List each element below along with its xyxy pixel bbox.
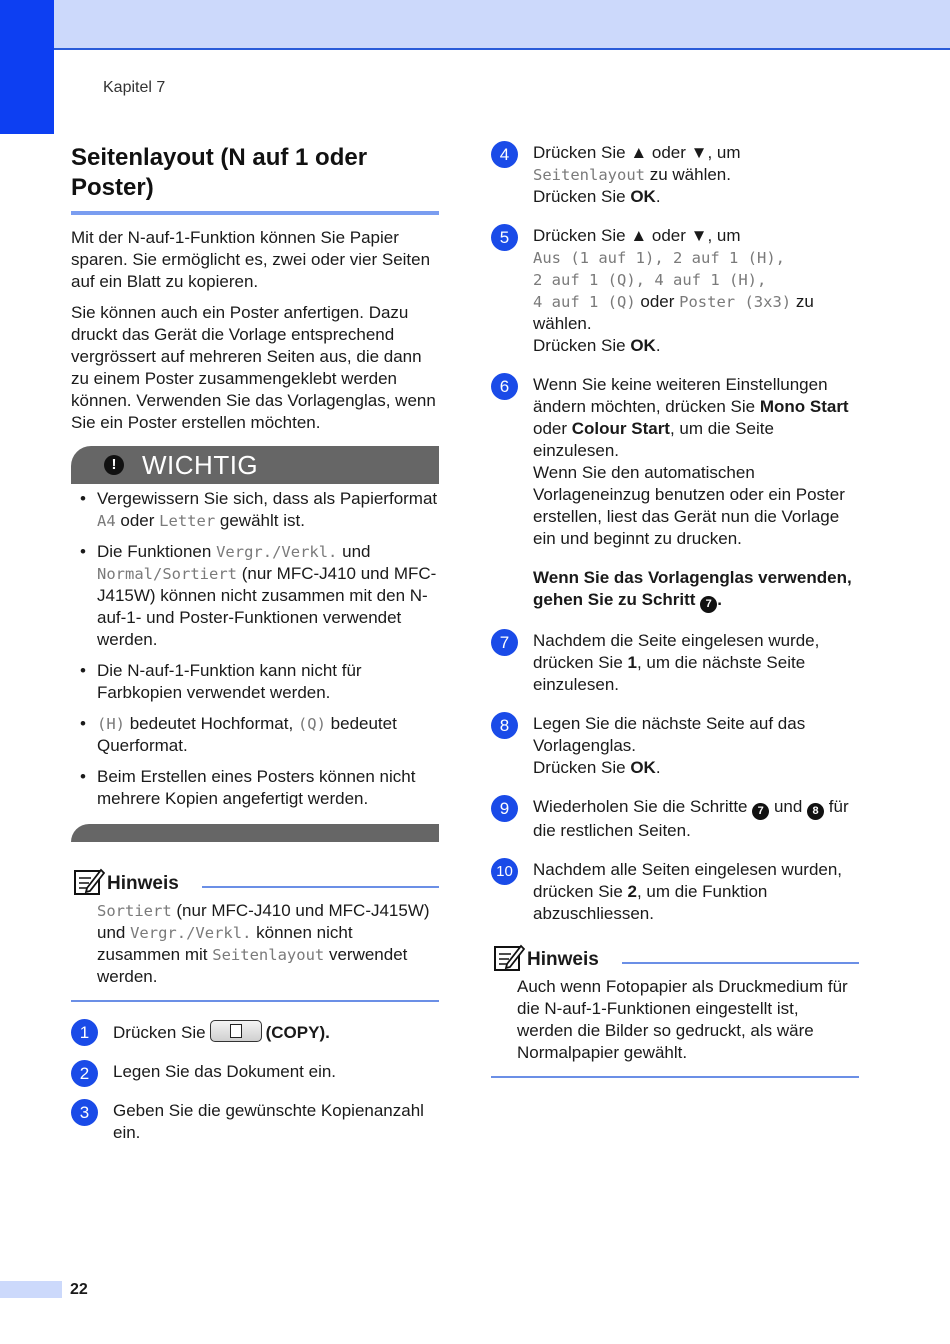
step-number: 5 bbox=[491, 224, 518, 251]
important-list bbox=[71, 488, 439, 810]
note-rule-bottom bbox=[491, 1076, 859, 1078]
list-item: • Beim Erstellen eines Posters können nicht mehrere Kopien angefertigt werden. bbox=[97, 766, 439, 810]
step-10: 10 Nachdem alle Seiten eingelesen wurden, drücken Sie 2, um die Funktion abzuschliessen. bbox=[491, 859, 859, 925]
step-2: 2 Legen Sie das Dokument ein. bbox=[71, 1061, 439, 1083]
step-number: 6 bbox=[491, 373, 518, 400]
note-heading bbox=[71, 866, 439, 898]
note-heading-2 bbox=[491, 942, 859, 974]
intro-paragraph-2: Sie können auch ein Poster anfertigen. Dazu druckt das Gerät die Vorlage entsprechend vergrössert auf mehreren Seiten aus, die dann zu einem Poster zusammengeklebt werden können. Verwenden Sie das Vorlagenglas, wenn Sie ein Poster erstellen möchten. bbox=[71, 303, 436, 432]
page-number-band bbox=[0, 1281, 62, 1298]
step-5: 5 Drücken Sie ▲ oder ▼, um Aus (1 auf 1), 2 auf 1 (H), 2 auf 1 (Q), 4 auf 1 (H), 4 auf 1 (Q) oder Poster (3x3) zu wählen. Drücken Sie OK. bbox=[491, 225, 859, 357]
note-text: Auch wenn Fotopapier als Druckmedium für die N-auf-1-Funktionen eingestellt ist, werden die Bilder so gedruckt, als wäre Normalpapier gewählt. bbox=[517, 977, 848, 1062]
title-rule bbox=[71, 211, 439, 215]
step-number: 9 bbox=[491, 795, 518, 822]
page-number: 22 bbox=[70, 1281, 88, 1298]
header-band bbox=[0, 0, 950, 50]
glass-instruction: Wenn Sie das Vorlagenglas verwenden, gehen Sie zu Schritt 7 . bbox=[491, 567, 859, 613]
step-number: 8 bbox=[491, 712, 518, 739]
note-pencil-icon bbox=[493, 942, 525, 972]
step-6: 6 Wenn Sie keine weiteren Einstellungen ändern möchten, drücken Sie Mono Start oder Colour Start, um die Seite einzulesen. Wenn Sie den automatischen Vorlageneinzug benutzen oder ein Poster erstellen, liest das Gerät nun die Vorlage ein und beginnt zu drucken. bbox=[491, 374, 859, 550]
step-3: 3 Geben Sie die gewünschte Kopienanzahl ein. bbox=[71, 1100, 439, 1144]
note-label: Hinweis bbox=[527, 949, 599, 970]
copy-key-icon bbox=[210, 1020, 262, 1042]
step-ref-7: 7 bbox=[752, 803, 769, 820]
note-rule bbox=[622, 962, 859, 964]
step-number: 4 bbox=[491, 141, 518, 168]
intro-paragraph-1: Mit der N-auf-1-Funktion können Sie Papier sparen. Sie ermöglicht es, zwei oder vier Seiten auf ein Blatt zu kopieren. bbox=[71, 228, 431, 291]
step-1: 1 Drücken Sie (COPY). bbox=[71, 1020, 439, 1044]
left-column bbox=[71, 143, 439, 1161]
note-rule bbox=[202, 886, 439, 888]
important-end-bar bbox=[71, 824, 439, 842]
list-item: • (H) bedeutet Hochformat, (Q) bedeutet Querformat. bbox=[97, 713, 439, 757]
list-item: • Die N-auf-1-Funktion kann nicht für Farbkopien verwendet werden. bbox=[97, 660, 439, 704]
step-ref-7: 7 bbox=[700, 596, 717, 613]
step-number: 1 bbox=[71, 1019, 98, 1046]
right-column bbox=[491, 142, 859, 1078]
list-item: • Vergewissern Sie sich, dass als Papierformat A4 oder Letter gewählt ist. bbox=[97, 488, 439, 532]
step-number: 2 bbox=[71, 1060, 98, 1087]
step-9: 9 Wiederholen Sie die Schritte 7 und 8 für die restlichen Seiten. bbox=[491, 796, 859, 842]
step-7: 7 Nachdem die Seite eingelesen wurde, drücken Sie 1, um die nächste Seite einzulesen. bbox=[491, 630, 859, 696]
note-pencil-icon bbox=[73, 866, 105, 896]
step-ref-8: 8 bbox=[807, 803, 824, 820]
note-text: Sortiert (nur MFC-J410 und MFC-J415W) und Vergr./Verkl. können nicht zusammen mit Seitenlayout verwendet werden. bbox=[97, 901, 430, 986]
important-banner bbox=[71, 446, 439, 484]
note-label: Hinweis bbox=[107, 873, 179, 894]
banner-corner bbox=[71, 446, 101, 484]
exclamation-icon: ! bbox=[104, 455, 124, 475]
chapter-tab bbox=[0, 0, 54, 134]
step-number: 3 bbox=[71, 1099, 98, 1126]
step-8: 8 Legen Sie die nächste Seite auf das Vorlagenglas. Drücken Sie OK. bbox=[491, 713, 859, 779]
list-item: • Die Funktionen Vergr./Verkl. und Normal/Sortiert (nur MFC-J410 und MFC-J415W) können nicht zusammen mit den N-auf-1- und Poster-Funktionen verwendet werden. bbox=[97, 541, 439, 651]
step-number: 10 bbox=[491, 858, 518, 885]
section-title: Seitenlayout (N auf 1 oder Poster) bbox=[71, 144, 368, 201]
chapter-label: Kapitel 7 bbox=[103, 79, 166, 96]
important-label: WICHTIG bbox=[142, 450, 259, 480]
step-4: 4 Drücken Sie ▲ oder ▼, um Seitenlayout zu wählen. Drücken Sie OK. bbox=[491, 142, 859, 208]
step-number: 7 bbox=[491, 629, 518, 656]
